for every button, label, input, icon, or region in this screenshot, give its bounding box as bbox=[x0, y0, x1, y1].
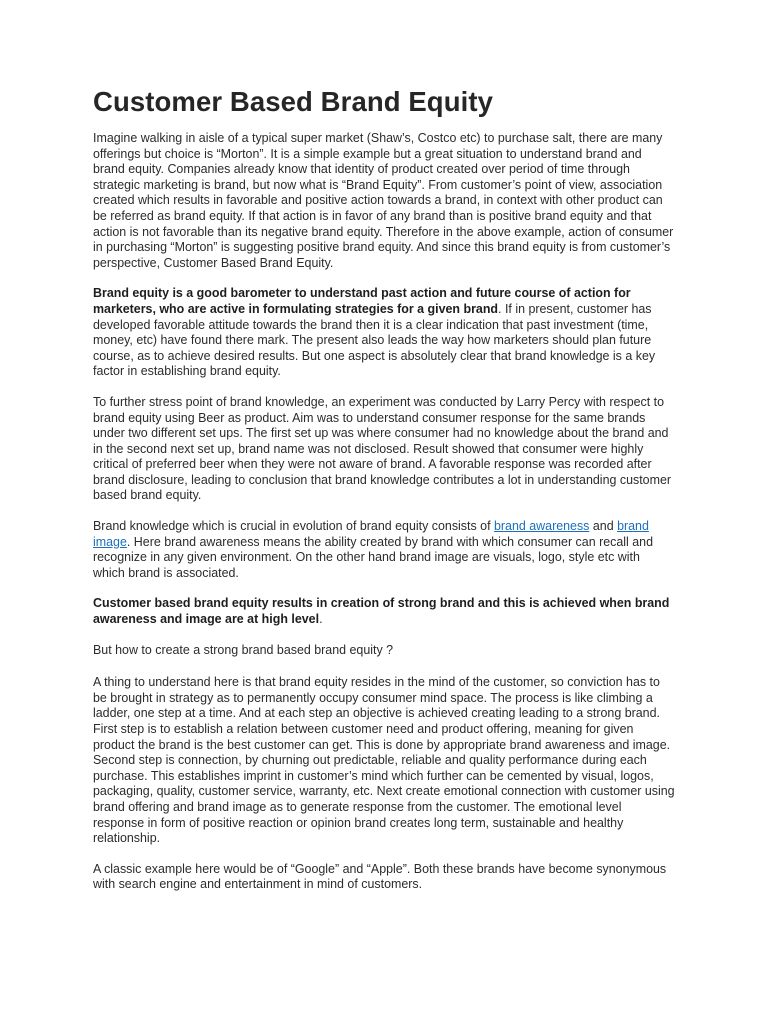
paragraph-brand-knowledge-part-b: and bbox=[589, 519, 618, 534]
paragraph-strong-brand-bold: Customer based brand equity results in creation of strong brand and this is achieved when brand awareness and image are at high level bbox=[93, 596, 670, 627]
paragraph-intro: Imagine walking in aisle of a typical super market (Shaw’s, Costco etc) to purchase salt, there are many offerings but choice is “Morton”. It is a simple example but a great situation to understand brand and brand equity. Companies already know that identity of product created over period of time through strategic marketing is brand, but now what is “Brand Equity”. From customer’s point of view, association created which results in favorable and positive action towards a brand, in context with other product can be referred as brand equity. If that action is in favor of any brand than is positive brand equity and that action is not favorable than its negative brand equity. Therefore in the above example, action of consumer in purchasing “Morton” is suggesting positive brand equity. And since this brand equity is from customer’s perspective, Customer Based Brand Equity. bbox=[93, 131, 674, 270]
paragraph-strong-brand-rest: . bbox=[319, 612, 323, 627]
paragraph-barometer bbox=[93, 286, 675, 380]
document-page bbox=[93, 84, 675, 908]
document-title: Customer Based Brand Equity bbox=[93, 86, 493, 117]
paragraph-strong-brand bbox=[93, 596, 675, 627]
paragraph-barometer-bold: Brand equity is a good barometer to understand past action and future course of action for marketers, who are active in formulating strategies for a given brand bbox=[93, 286, 631, 316]
paragraph-brand-knowledge bbox=[93, 519, 675, 581]
paragraph-brand-knowledge-part-c: . Here brand awareness means the ability created by brand with which consumer can recall and recognize in any given environment. On the other hand brand image are visuals, logo, style etc with which brand is associated. bbox=[93, 534, 653, 580]
paragraph-question: But how to create a strong brand based brand equity ? bbox=[93, 642, 394, 657]
brand-image-link[interactable]: brand image bbox=[93, 519, 649, 549]
paragraph-ladder: A thing to understand here is that brand equity resides in the mind of the customer, so conviction has to be brought in strategy as to permanently occupy consumer mind space. The process is like climbing a ladder, one step at a time. And at each step an objective is achieved creating leading to a strong brand. First step is to establish a relation between customer need and product offering, meaning for given product the brand is the best customer can get. This is done by appropriate brand awareness and image. Second step is connection, by churning out predictable, reliable and quality performance during each purchase. This establishes imprint in customer’s mind which further can be cemented by visual, logos, packaging, quality, customer service, warranty, etc. Next create emotional connection with customer using brand offering and brand image as to generate response from the customer. The emotional level response in form of positive reaction or opinion brand creates long term, sustainable and healthy relationship. bbox=[93, 675, 675, 846]
paragraph-brand-knowledge-part-a: Brand knowledge which is crucial in evolution of brand equity consists of bbox=[93, 519, 494, 534]
brand-awareness-link[interactable]: brand awareness bbox=[493, 519, 590, 534]
paragraph-barometer-rest: . If in present, customer has developed favorable attitude towards the brand then it is a clear indication that past investment (time, money, etc) have found there mark. The present also leads the way how marketers should plan future course, as to achieve desired results. But one aspect is absolutely clear that brand knowledge is a key factor in establishing brand equity. bbox=[93, 301, 656, 379]
paragraph-example: A classic example here would be of “Google” and “Apple”. Both these brands have become synonymous with search engine and entertainment in mind of customers. bbox=[93, 861, 667, 892]
paragraph-experiment: To further stress point of brand knowledge, an experiment was conducted by Larry Percy with respect to brand equity using Beer as product. Aim was to understand consumer response for the same brands under two different set ups. The first set up was where consumer had no knowledge about the brand and in the second next set up, brand name was not disclosed. Result showed that consumer were highly critical of preferred beer when they were not aware of brand. A favorable response was recorded after brand disclosure, leading to conclusion that brand knowledge contributes a lot in understanding customer based brand equity. bbox=[93, 394, 672, 503]
